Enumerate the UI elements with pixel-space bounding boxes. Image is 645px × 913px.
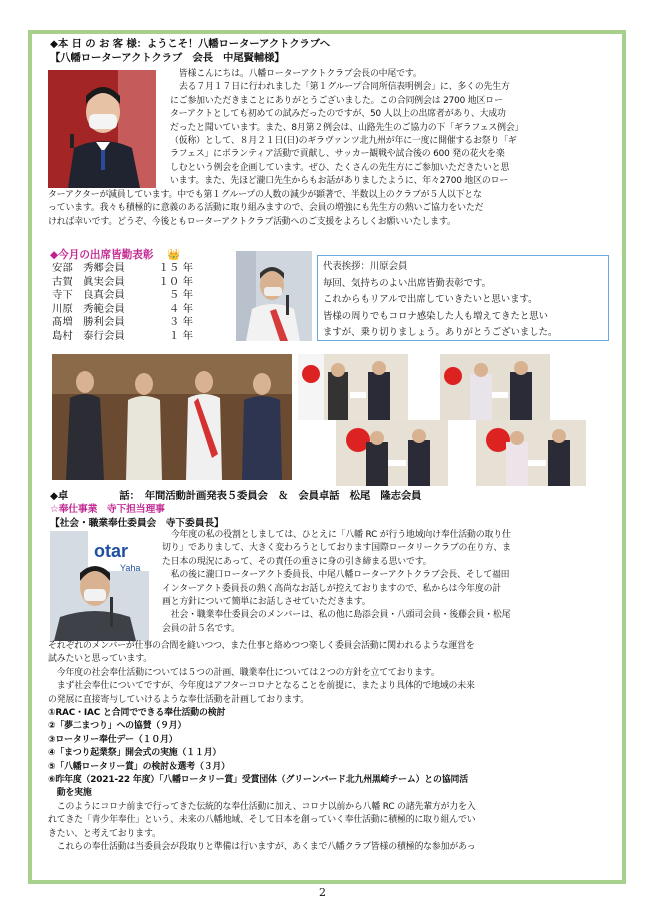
speech-line: ますが、乗り切りましょう。ありがとうございました。 <box>323 327 558 339</box>
list-item: 島村 泰行会員 １ 年 <box>52 329 193 342</box>
speaker-photo <box>236 251 312 341</box>
talk-text-narrow <box>162 529 617 636</box>
talk-line: 社会・職業奉仕委員会のメンバーは、私の他に島添会員・八頭司会員・後藤会員・松尾 <box>162 610 511 621</box>
group-photo <box>52 354 292 480</box>
list-item: 髙増 勝利会員 ３ 年 <box>52 316 193 329</box>
plan-item: ⑥昨年度（2021-22 年度）「八幡ロータリー賞」受賞団体（グリーンバード北九州黒崎チーム）との協同活 <box>48 775 468 786</box>
talk-photo <box>50 531 149 641</box>
award-photo <box>440 354 550 420</box>
guest-line: にご参加いただきまことにありがとうございました。この合同例会は 2700 地区ロー <box>170 95 503 106</box>
talk-sub-committee: 【社会・職業奉仕委員会 寺下委員長】 <box>50 518 224 529</box>
guest-line: ターアクトとしても初めての試みだったのですが、50 人以上の出席者があり、大成功 <box>170 109 506 120</box>
talk-line: まず社会奉仕についてですが、今年度はアフターコロナとなることを前提に、またより具体的で地域の未来 <box>48 681 475 692</box>
person-illustration <box>48 70 156 188</box>
guest-subtitle: 【八幡ローターアクトクラブ 会長 中尾賢輔様】 <box>50 52 285 64</box>
plan-item: ③ロータリー奉仕デー（１０月） <box>48 734 178 745</box>
guest-line: しむという例会を企画しています。ぜひ、たくさんの先生方にご参加いただきたいと思 <box>170 162 510 173</box>
talk-sub-service: ☆奉仕事業 寺下担当理事 <box>50 504 165 515</box>
talk-line: インターアクト委員長の熱く高尚なお話しが控えておりますので、私からは今年度の計 <box>162 583 502 594</box>
talk-line: 画と方針について簡単にお話しさせていただきます。 <box>162 597 371 608</box>
talk-text-wide <box>48 640 618 855</box>
attendance-title <box>50 247 180 262</box>
speech-line: 毎回、気持ちのよい出席皆勤表彰です。 <box>323 277 492 289</box>
award-photo <box>298 354 408 420</box>
list-item: 川原 秀範会員 ４ 年 <box>52 302 193 315</box>
award-photo <box>336 420 448 486</box>
talk-line: 切り」でありまして、大きく変わろうとしております国際ロータリークラブの在り方、ま <box>162 543 511 554</box>
list-item: 古賀 眞実会員 １０ 年 <box>52 275 193 288</box>
attendance-list <box>52 262 193 344</box>
talk-line: 試みたいと思っています。 <box>48 654 152 665</box>
speech-line: これからもリアルで出席していきたいと思います。 <box>323 294 538 306</box>
speech-box <box>317 255 609 341</box>
talk-line: 今年度の私の役割としましては、ひとえに「八幡 RC が行う地域向け奉仕活動の取り仕 <box>170 530 511 540</box>
guest-text-wide <box>48 189 618 229</box>
talk-line: た日本の現況にあって、その責任の重さに身の引き締まる思いです。 <box>162 556 432 567</box>
guest-line: ラフェス」にボランティア活動で貢献し、サッカー観戦や試合後の 600 発の花火を楽 <box>170 149 505 160</box>
plan-item: ②「夢二まつり」への協賛（９月） <box>48 721 187 732</box>
guest-photo <box>48 70 156 188</box>
talk-line: それぞれのメンバーが仕事の合間を縫いつつ、また仕事と絡めつつ楽しく委員会活動に関われるような運営を <box>48 641 475 651</box>
crown-icon: 👑 <box>167 249 181 261</box>
guest-line: 去る７月１７日に行われました「第１グループ合同所信表明例会」に、多くの先生方 <box>178 82 510 93</box>
talk-line: これらの奉仕活動は当委員会が段取りと準備は行いますが、あくまで八幡クラブ皆様の積極的な参加があっ <box>48 842 476 853</box>
speech-line: 代表挨拶：川原会員 <box>323 261 408 272</box>
talk-line: 私の後に瀧口ローターアクト委員長、中尾八幡ローターアクトクラブ会長、そして福田 <box>162 570 510 581</box>
talk-line: 会員の計５名です。 <box>162 623 240 634</box>
plan-item: ④「まつり起業祭」開会式の実施（１１月） <box>48 748 222 759</box>
guest-line: （仮称）として、８月２１日(日)のギラヴァンツ北九州が年に一度に開催するお祭り「ギ <box>170 136 517 147</box>
talk-line: の発展に直接寄与していけるような奉仕活動を計画しております。 <box>48 694 310 705</box>
guest-line: 皆様こんにちは。八幡ローターアクトクラブ会長の中尾です。 <box>178 69 422 79</box>
page-number: 2 <box>319 886 326 899</box>
plan-item: ①RAC・IAC と合同でできる奉仕活動の検討 <box>48 708 226 719</box>
list-item: 安部 秀郷会員 １５ 年 <box>52 262 193 274</box>
plan-item: ⑤「八幡ロータリー賞」の検討＆選考（３月） <box>48 761 230 772</box>
talk-line: れてきた「青少年奉仕」という、未来の八幡地域、そして日本を創っていく奉仕活動に積極的に取り組んでい <box>48 815 476 826</box>
guest-line: っています。我々も積極的に意義のある活動に取り組みますので、会員の増強にも先生方の熱いご協力をいただ <box>48 203 484 214</box>
guest-line: ければ幸いです。どうぞ、今後ともローターアクトクラブ活動へのご支援をよろしくお願いいたします。 <box>48 216 456 227</box>
attendance-title-text: ◆今月の出席皆勤表彰 <box>50 249 154 261</box>
plan-item: 動を実施 <box>48 788 92 799</box>
guest-line: います。また、先ほど瀧口先生からもお話がありましたように、年々2700 地区のロー <box>170 176 509 187</box>
guest-line: だったと聞いています。また、8月第２例会は、山路先生のご協力の下「ギラフェス例会」 <box>170 122 524 133</box>
guest-text-block <box>170 68 615 189</box>
banner-text: otar <box>94 541 129 561</box>
talk-line: きたい、と考えております。 <box>48 828 161 839</box>
section-title-guest: ◆本 日 の お 客 様：ようこそ！八幡ローターアクトクラブへ <box>50 38 330 50</box>
award-photo <box>476 420 586 486</box>
banner-text-2: Yaha <box>120 563 141 573</box>
talk-line: 今年度の社会奉仕活動については５つの計画、職業奉仕については２つの方針を立てております。 <box>48 667 440 678</box>
speech-line: 皆様の周りでもコロナ感染した人も増えてきたと思い <box>323 310 549 322</box>
section-title-talk: ◆卓 話： 年間活動計画発表５委員会 ＆ 会員卓話 松尾 隆志会員 <box>50 490 422 502</box>
guest-line: ターアクターが減員しています。中でも第１グループの人数の減少が顕著で、半数以上のクラブが５人以下とな <box>48 190 482 200</box>
list-item: 寺下 良真会員 ５ 年 <box>52 289 193 302</box>
talk-line: このようにコロナ前まで行ってきた伝統的な奉仕活動に加え、コロナ以前から八幡 RC の諸先輩方が力を入 <box>48 801 476 812</box>
